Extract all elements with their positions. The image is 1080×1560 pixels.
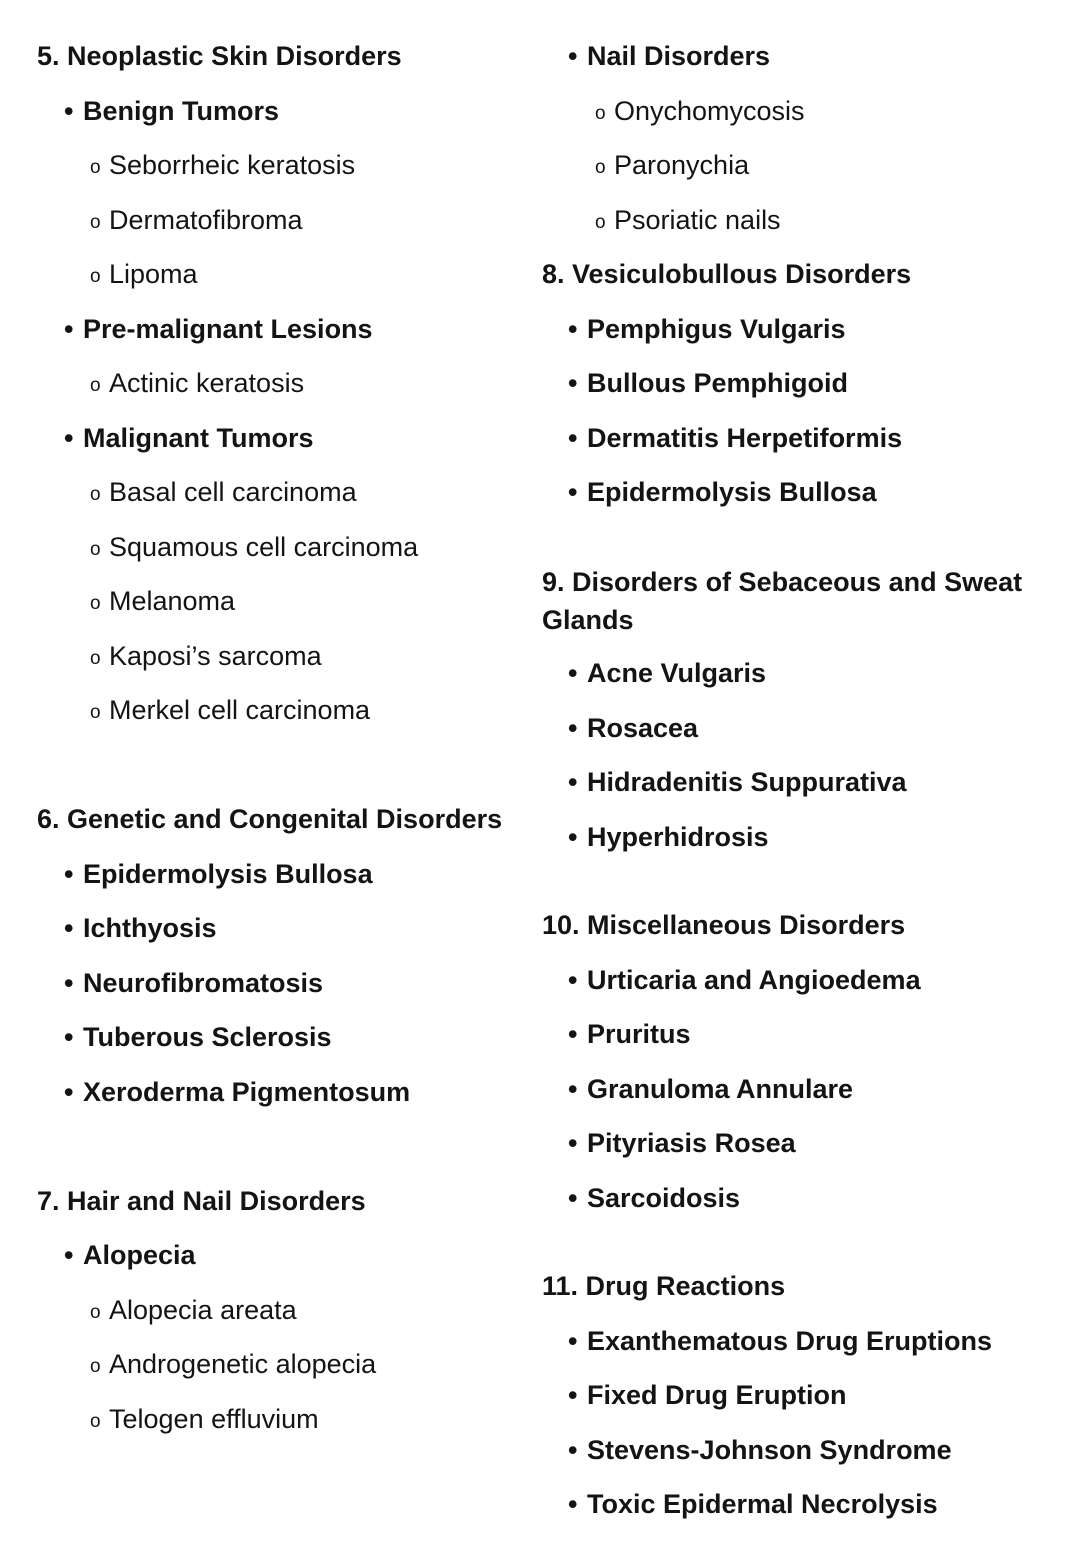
circle-bullet-icon: o — [90, 1356, 101, 1377]
bullet-icon: • — [568, 368, 578, 398]
list-item: • Stevens-Johnson Syndrome — [568, 1435, 952, 1465]
list-item: • Rosacea — [568, 713, 699, 743]
sub-list-item: o Actinic keratosis — [90, 366, 304, 403]
section-heading-genetic: 6. Genetic and Congenital Disorders — [37, 804, 503, 834]
bullet-icon: • — [568, 1128, 578, 1158]
sub-list-item: o Lipoma — [90, 257, 198, 294]
bullet-icon: • — [568, 1326, 578, 1356]
bullet-icon: • — [568, 1435, 578, 1465]
bullet-icon: • — [568, 658, 578, 688]
bullet-icon: • — [568, 713, 578, 743]
list-item-label: Alopecia — [83, 1240, 196, 1270]
circle-bullet-icon: o — [90, 157, 101, 178]
circle-bullet-icon: o — [595, 103, 606, 124]
bullet-icon: • — [568, 1019, 578, 1049]
bullet-icon: • — [64, 423, 74, 453]
list-item: • Fixed Drug Eruption — [568, 1380, 847, 1410]
bullet-icon: • — [64, 1022, 74, 1052]
sub-list-item: o Basal cell carcinoma — [90, 475, 357, 512]
list-item: • Acne Vulgaris — [568, 658, 767, 688]
list-item: • Hyperhidrosis — [568, 822, 769, 852]
bullet-icon: • — [64, 1077, 74, 1107]
list-item: • Granuloma Annulare — [568, 1074, 854, 1104]
list-item-nail-disorders — [568, 39, 770, 73]
circle-bullet-icon: o — [90, 1411, 101, 1432]
list-item: • Hidradenitis Suppurativa — [568, 767, 907, 797]
circle-bullet-icon: o — [90, 593, 101, 614]
list-item: • Toxic Epidermal Necrolysis — [568, 1489, 938, 1519]
sub-list-item: o Dermatofibroma — [90, 203, 303, 240]
list-item-malignant-tumors — [64, 421, 314, 455]
list-item-premalignant — [64, 312, 373, 346]
sub-list-item: o Kaposi’s sarcoma — [90, 639, 322, 676]
bullet-icon: • — [64, 314, 74, 344]
bullet-icon: • — [568, 423, 578, 453]
list-item-benign-tumors — [64, 94, 279, 128]
bullet-icon: • — [568, 1489, 578, 1519]
list-item: • Epidermolysis Bullosa — [568, 477, 877, 507]
circle-bullet-icon: o — [90, 484, 101, 505]
list-item-label: Benign Tumors — [83, 96, 280, 126]
sub-list-item: o Telogen effluvium — [90, 1402, 319, 1439]
sub-list-item: o Psoriatic nails — [595, 203, 781, 240]
bullet-icon: • — [568, 767, 578, 797]
sub-list-item: o Onychomycosis — [595, 94, 805, 131]
section-heading-miscellaneous: 10. Miscellaneous Disorders — [542, 910, 906, 940]
bullet-icon: • — [568, 477, 578, 507]
list-item-alopecia — [64, 1238, 196, 1272]
bullet-icon: • — [568, 41, 578, 71]
sub-list-item: o Melanoma — [90, 584, 235, 621]
section-heading-neoplastic: 5. Neoplastic Skin Disorders — [37, 41, 402, 71]
circle-bullet-icon: o — [90, 375, 101, 396]
bullet-icon: • — [568, 965, 578, 995]
sub-list-item: o Androgenetic alopecia — [90, 1347, 376, 1384]
circle-bullet-icon: o — [595, 157, 606, 178]
list-item: • Pemphigus Vulgaris — [568, 314, 846, 344]
circle-bullet-icon: o — [90, 212, 101, 233]
list-item: • Dermatitis Herpetiformis — [568, 423, 903, 453]
bullet-icon: • — [64, 859, 74, 889]
sub-list-item: o Seborrheic keratosis — [90, 148, 355, 185]
section-heading-drug-reactions: 11. Drug Reactions — [542, 1271, 786, 1301]
sub-list-item: o Merkel cell carcinoma — [90, 693, 370, 730]
circle-bullet-icon: o — [90, 702, 101, 723]
section-heading-hair-nail: 7. Hair and Nail Disorders — [37, 1186, 366, 1216]
list-item: • Pityriasis Rosea — [568, 1128, 796, 1158]
list-item: • Tuberous Sclerosis — [64, 1022, 332, 1052]
list-item: • Pruritus — [568, 1019, 691, 1049]
bullet-icon: • — [568, 822, 578, 852]
bullet-icon: • — [568, 314, 578, 344]
circle-bullet-icon: o — [90, 1302, 101, 1323]
list-item: • Epidermolysis Bullosa — [64, 859, 373, 889]
sub-list-item: o Paronychia — [595, 148, 749, 185]
bullet-icon: • — [64, 968, 74, 998]
list-item: • Sarcoidosis — [568, 1183, 741, 1213]
circle-bullet-icon: o — [90, 539, 101, 560]
circle-bullet-icon: o — [90, 266, 101, 287]
list-item: • Ichthyosis — [64, 913, 217, 943]
bullet-icon: • — [568, 1183, 578, 1213]
list-item: • Xeroderma Pigmentosum — [64, 1077, 411, 1107]
list-item-label: Pre-malignant Lesions — [83, 314, 373, 344]
sub-list-item: o Alopecia areata — [90, 1293, 297, 1330]
bullet-icon: • — [64, 1240, 74, 1270]
section-heading-vesiculobullous: 8. Vesiculobullous Disorders — [542, 259, 912, 289]
section-heading-sebaceous: 9. Disorders of Sebaceous and Sweat Glands — [542, 567, 1023, 635]
bullet-icon: • — [568, 1074, 578, 1104]
list-item: • Neurofibromatosis — [64, 968, 324, 998]
bullet-icon: • — [64, 913, 74, 943]
bullet-icon: • — [64, 96, 74, 126]
list-item: • Bullous Pemphigoid — [568, 368, 848, 398]
list-item-label: Malignant Tumors — [83, 423, 314, 453]
list-item: • Urticaria and Angioedema — [568, 965, 921, 995]
bullet-icon: • — [568, 1380, 578, 1410]
list-item: • Exanthematous Drug Eruptions — [568, 1326, 993, 1356]
list-item-label: Nail Disorders — [587, 41, 771, 71]
sub-list-item: o Squamous cell carcinoma — [90, 530, 418, 567]
circle-bullet-icon: o — [90, 648, 101, 669]
circle-bullet-icon: o — [595, 212, 606, 233]
